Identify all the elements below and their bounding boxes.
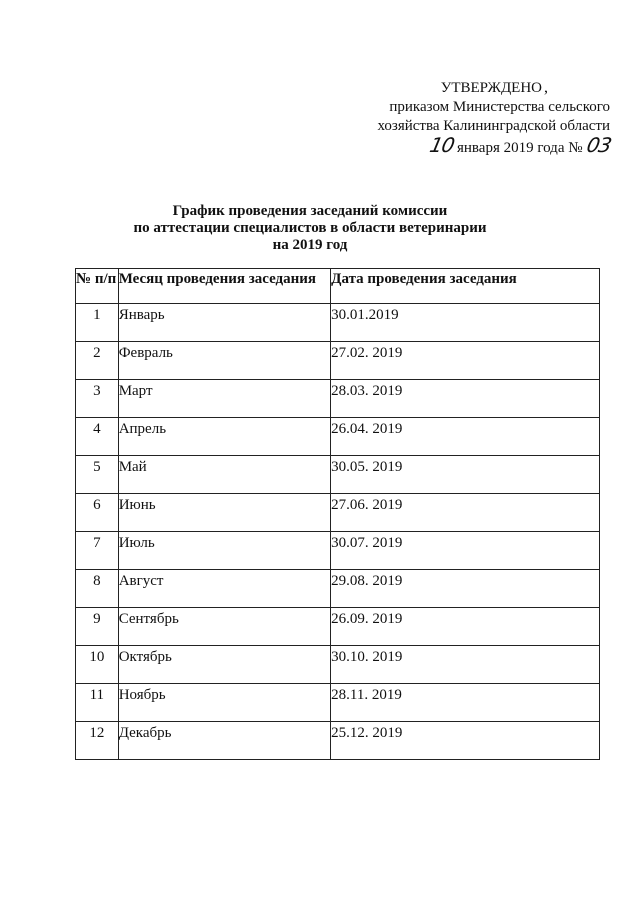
row-month: Май (118, 456, 330, 494)
row-num: 8 (76, 570, 119, 608)
row-month: Декабрь (118, 722, 330, 760)
row-num: 7 (76, 532, 119, 570)
table-row (76, 646, 600, 684)
row-date: 30.10. 2019 (331, 646, 600, 684)
table-row (76, 494, 600, 532)
row-month: Март (118, 380, 330, 418)
table-row (76, 532, 600, 570)
row-date: 30.07. 2019 (331, 532, 600, 570)
table-header-row (76, 269, 600, 304)
approval-block (340, 78, 613, 158)
heading-line-3: на 2019 год (272, 237, 348, 253)
row-month: Январь (118, 304, 330, 342)
row-date: 26.09. 2019 (331, 608, 600, 646)
row-date: 25.12. 2019 (331, 722, 600, 760)
table-row (76, 342, 600, 380)
row-num: 10 (76, 646, 119, 684)
approval-date-line (340, 133, 613, 158)
row-date: 30.05. 2019 (331, 456, 600, 494)
row-date: 30.01.2019 (331, 304, 600, 342)
row-date: 28.03. 2019 (331, 380, 600, 418)
approval-title: УТВЕРЖДЕНО (440, 80, 542, 96)
row-num: 9 (76, 608, 119, 646)
row-num: 3 (76, 380, 119, 418)
row-month: Ноябрь (118, 684, 330, 722)
row-num: 5 (76, 456, 119, 494)
approval-title-mark: , (544, 79, 548, 96)
header-month: Месяц проведения заседания (118, 269, 330, 304)
table-row (76, 608, 600, 646)
row-date: 27.02. 2019 (331, 342, 600, 380)
handwritten-day: 10 (427, 133, 456, 157)
row-num: 2 (76, 342, 119, 380)
table-row (76, 456, 600, 494)
table-row (76, 418, 600, 456)
document-heading (100, 203, 520, 254)
table-row (76, 380, 600, 418)
row-month: Апрель (118, 418, 330, 456)
row-month: Август (118, 570, 330, 608)
approval-title-line (340, 78, 610, 98)
table-row (76, 684, 600, 722)
approval-line-2: хозяйства Калининградской области (377, 118, 610, 134)
row-num: 1 (76, 304, 119, 342)
heading-line-2: по аттестации специалистов в области ветеринарии (133, 220, 487, 236)
approval-date-text: января 2019 года № (456, 140, 583, 156)
row-num: 4 (76, 418, 119, 456)
row-date: 28.11. 2019 (331, 684, 600, 722)
approval-line-1: приказом Министерства сельского (389, 99, 610, 115)
handwritten-order-number: 03 (584, 133, 613, 157)
schedule-table (75, 268, 600, 760)
heading-line-1: График проведения заседаний комиссии (172, 203, 448, 219)
table-row (76, 722, 600, 760)
row-num: 11 (76, 684, 119, 722)
row-month: Сентябрь (118, 608, 330, 646)
table-row (76, 304, 600, 342)
row-date: 27.06. 2019 (331, 494, 600, 532)
row-month: Июнь (118, 494, 330, 532)
header-num: № п/п (76, 269, 119, 304)
row-date: 26.04. 2019 (331, 418, 600, 456)
row-month: Февраль (118, 342, 330, 380)
row-month: Октябрь (118, 646, 330, 684)
header-date: Дата проведения заседания (331, 269, 600, 304)
row-month: Июль (118, 532, 330, 570)
row-num: 6 (76, 494, 119, 532)
row-date: 29.08. 2019 (331, 570, 600, 608)
row-num: 12 (76, 722, 119, 760)
table-row (76, 570, 600, 608)
